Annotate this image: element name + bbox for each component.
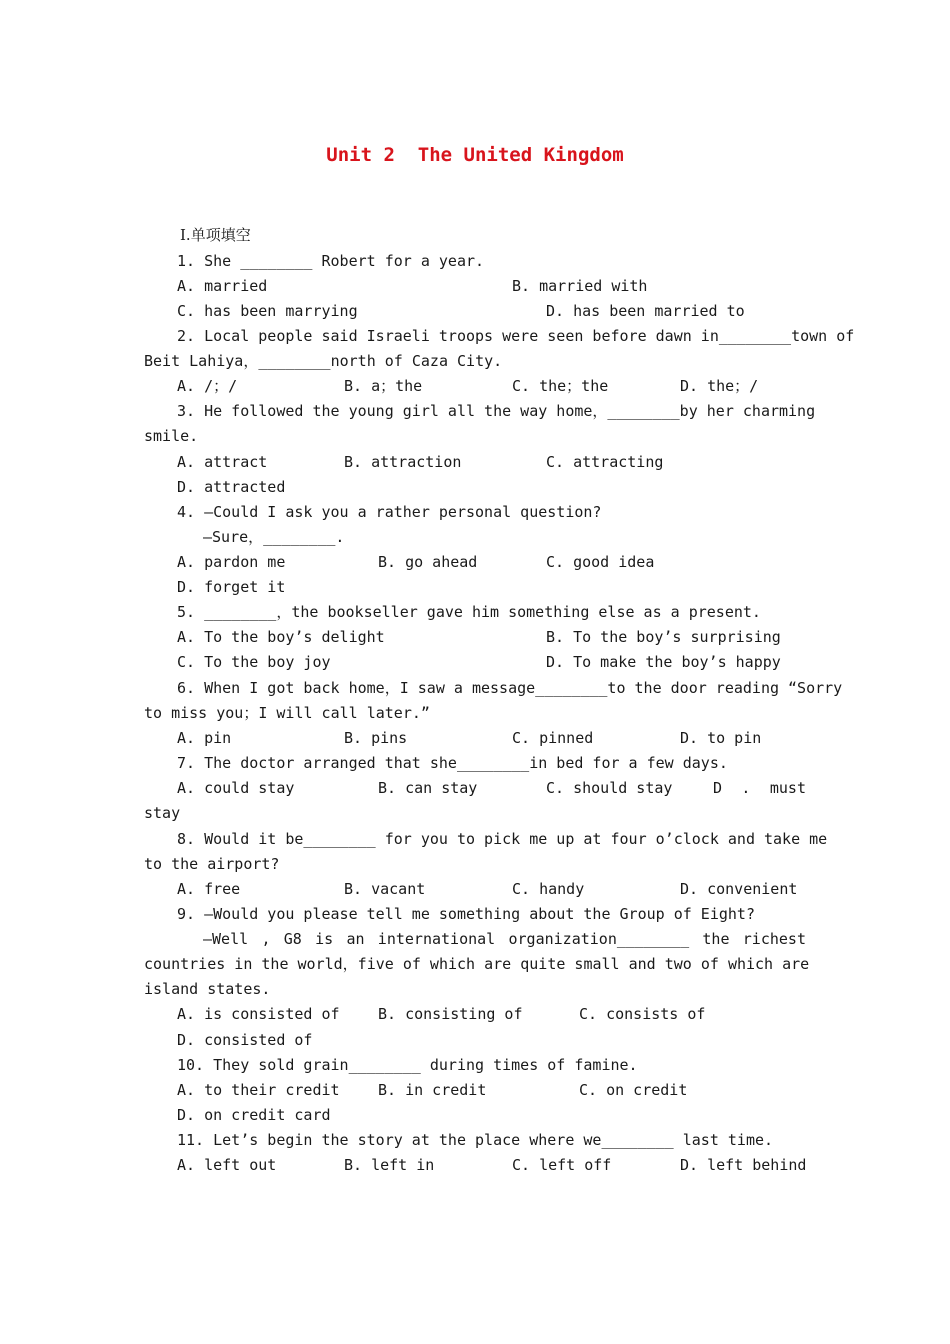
question-4-stem-line-2: —Sure，________. xyxy=(203,528,345,546)
question-7-option-c: C. should stay xyxy=(546,779,673,797)
question-3-option-c: C. attracting xyxy=(546,453,664,471)
question-6-stem-line-2: to miss you；I will call later.” xyxy=(144,704,430,722)
question-8-stem-line-1: 8. Would it be________ for you to pick me up at four o’clock and take me xyxy=(177,830,828,848)
question-7-option-a: A. could stay xyxy=(177,779,295,797)
question-8-option-b: B. vacant xyxy=(344,880,426,898)
question-9-stem-line-4: island states. xyxy=(144,980,271,998)
question-10-option-a: A. to their credit xyxy=(177,1081,340,1099)
question-11-option-b: B. left in xyxy=(344,1156,435,1174)
question-8-option-c: C. handy xyxy=(512,880,585,898)
question-7-stem: 7. The doctor arranged that she________in bed for a few days. xyxy=(177,754,728,772)
question-2-option-a: A. /；/ xyxy=(177,377,238,395)
question-4-stem-line-1: 4. —Could I ask you a rather personal question? xyxy=(177,503,602,521)
question-3-option-b: B. attraction xyxy=(344,453,462,471)
page-title: Unit 2 The United Kingdom xyxy=(326,144,624,166)
question-8-option-a: A. free xyxy=(177,880,241,898)
question-9-option-a: A. is consisted of xyxy=(177,1005,340,1023)
question-7-option-d-cont: stay xyxy=(144,804,181,822)
question-2-stem-line-1: 2. Local people said Israeli troops were seen before dawn in________town of xyxy=(177,327,855,345)
question-11-option-c: C. left off xyxy=(512,1156,612,1174)
question-4-option-d: D. forget it xyxy=(177,578,286,596)
question-9-option-c: C. consists of xyxy=(579,1005,706,1023)
question-5-option-b: B. To the boy’s surprising xyxy=(546,628,781,646)
question-11-option-d: D. left behind xyxy=(680,1156,807,1174)
question-4-option-a: A. pardon me xyxy=(177,553,286,571)
question-11-stem: 11. Let’s begin the story at the place where we________ last time. xyxy=(177,1131,774,1149)
question-5-option-a: A. To the boy’s delight xyxy=(177,628,385,646)
question-1-option-b: B. married with xyxy=(512,277,648,295)
question-3-stem-line-2: smile. xyxy=(144,427,199,445)
question-2-option-c: C. the；the xyxy=(512,377,609,395)
question-1-stem: 1. She ________ Robert for a year. xyxy=(177,252,485,270)
question-9-stem-line-1: 9. —Would you please tell me something about the Group of Eight? xyxy=(177,905,755,923)
question-3-stem-line-1: 3. He followed the young girl all the way home，________by her charming xyxy=(177,402,816,420)
question-3-option-a: A. attract xyxy=(177,453,268,471)
question-9-option-b: B. consisting of xyxy=(378,1005,523,1023)
question-2-stem-line-2: Beit Lahiya，________north of Caza City. xyxy=(144,352,503,370)
question-3-option-d: D. attracted xyxy=(177,478,286,496)
question-6-stem-line-1: 6. When I got back home，I saw a message________to the door reading “Sorry xyxy=(177,679,843,697)
question-7-option-d: D . must xyxy=(713,779,806,797)
question-10-option-c: C. on credit xyxy=(579,1081,688,1099)
question-6-option-c: C. pinned xyxy=(512,729,594,747)
question-2-option-b: B. a；the xyxy=(344,377,423,395)
question-6-option-a: A. pin xyxy=(177,729,232,747)
question-7-option-b: B. can stay xyxy=(378,779,478,797)
question-9-stem-line-3: countries in the world，five of which are quite small and two of which are xyxy=(144,955,810,973)
question-5-option-c: C. To the boy joy xyxy=(177,653,331,671)
question-5-stem: 5. ________，the bookseller gave him something else as a present. xyxy=(177,603,761,621)
question-6-option-d: D. to pin xyxy=(680,729,762,747)
question-6-option-b: B. pins xyxy=(344,729,408,747)
question-4-option-b: B. go ahead xyxy=(378,553,478,571)
question-5-option-d: D. To make the boy’s happy xyxy=(546,653,781,671)
question-10-stem: 10. They sold grain________ during times of famine. xyxy=(177,1056,638,1074)
question-11-option-a: A. left out xyxy=(177,1156,277,1174)
question-1-option-a: A. married xyxy=(177,277,268,295)
question-2-option-d: D. the；/ xyxy=(680,377,759,395)
question-9-option-d: D. consisted of xyxy=(177,1031,313,1049)
section-heading: Ⅰ.单项填空 xyxy=(180,226,251,244)
question-1-option-c: C. has been marrying xyxy=(177,302,358,320)
question-8-stem-line-2: to the airport? xyxy=(144,855,280,873)
question-10-option-d: D. on credit card xyxy=(177,1106,331,1124)
question-10-option-b: B. in credit xyxy=(378,1081,487,1099)
question-1-option-d: D. has been married to xyxy=(546,302,745,320)
question-9-stem-line-2: —Well , G8 is an international organization________ the richest xyxy=(203,930,806,948)
question-4-option-c: C. good idea xyxy=(546,553,655,571)
question-8-option-d: D. convenient xyxy=(680,880,798,898)
